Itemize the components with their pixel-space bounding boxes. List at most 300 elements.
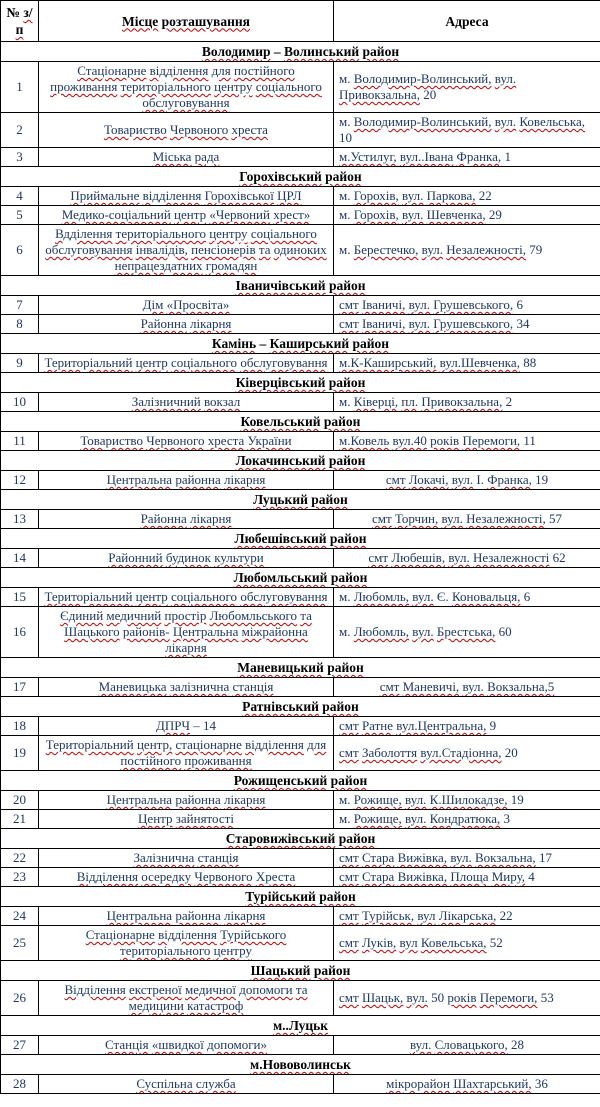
- squiggled-word: Іваничівський: [235, 278, 326, 293]
- table-row: [1, 471, 600, 490]
- section-row: [1, 276, 600, 296]
- address-cell: мікрорайон Шахтарський, 36: [334, 1075, 600, 1094]
- row-number: 17: [1, 678, 39, 697]
- squiggled-word: лікарня: [165, 640, 207, 655]
- row-number: 10: [1, 393, 39, 412]
- squiggled-word: смт: [339, 908, 359, 923]
- squiggled-word: К.Шилокадзе,: [429, 792, 508, 807]
- row-number: 27: [1, 1036, 39, 1055]
- squiggled-word: Районна: [140, 511, 187, 526]
- squiggled-word: район: [338, 831, 376, 846]
- squiggled-word: Миру,: [491, 869, 526, 884]
- table-body: [1, 42, 600, 1094]
- squiggled-word: вул.: [494, 71, 517, 86]
- squiggled-word: Товариство: [80, 433, 143, 448]
- section-title: [1, 1055, 600, 1075]
- squiggled-word: Франка,: [456, 149, 502, 164]
- place-cell: [39, 432, 334, 451]
- squiggled-word: район: [330, 773, 368, 788]
- place-cell: [39, 471, 334, 490]
- squiggled-word: лікарня: [189, 511, 232, 526]
- squiggled-word: соціального: [250, 226, 317, 241]
- section-title: [1, 568, 600, 588]
- squiggled-word: обслуговування: [240, 355, 328, 370]
- squiggled-word: з/п: [15, 5, 33, 37]
- squiggled-word: центру: [213, 943, 252, 958]
- squiggled-word: район: [328, 453, 366, 468]
- squiggled-word: Маневичі,: [402, 679, 460, 694]
- squiggled-word: соціального: [255, 79, 322, 94]
- address-cell: смт Луків, вул Ковельська, 52: [334, 926, 600, 961]
- place-cell: [39, 225, 334, 276]
- address-cell: м. Ківерці, пл. Привокзальна, 2: [334, 393, 600, 412]
- squiggled-word: Шацького: [64, 624, 120, 639]
- squiggled-word: Любомль,: [353, 624, 410, 639]
- section-row: [1, 697, 600, 717]
- squiggled-word: район: [327, 660, 364, 675]
- squiggled-word: м.Нововолинськ: [250, 1057, 351, 1072]
- squiggled-word: Турійського: [220, 927, 287, 942]
- section-title: Володимир – Волинський район: [1, 42, 600, 62]
- row-number: 21: [1, 810, 39, 829]
- place-cell: [39, 549, 334, 568]
- squiggled-word: Стара: [361, 850, 395, 865]
- table-row: [1, 736, 600, 771]
- squiggled-word: вул.: [409, 1037, 432, 1052]
- squiggled-word: постійного: [120, 753, 182, 768]
- squiggled-word: м.К-Каширський,: [339, 355, 437, 370]
- squiggled-word: Центр: [138, 811, 173, 826]
- address-cell: смт Іваничі, вул. Грушевського, 34: [334, 315, 600, 334]
- section-title: [1, 658, 600, 678]
- squiggled-word: Горохів,: [353, 207, 399, 222]
- squiggled-word: Ковельська,: [420, 935, 487, 950]
- section-row: [1, 961, 600, 981]
- squiggled-word: Стара: [361, 869, 395, 884]
- section-title: [1, 490, 600, 510]
- squiggled-word: Володимир: [201, 44, 271, 59]
- row-number: 16: [1, 607, 39, 658]
- squiggled-word: Центральна: [106, 472, 173, 487]
- squiggled-word: смт: [339, 297, 359, 312]
- squiggled-word: вул.: [402, 188, 424, 203]
- section-row: [1, 887, 600, 907]
- address-cell: м. Горохів, вул. Шевченка, 29: [334, 206, 600, 225]
- section-title: [1, 887, 600, 907]
- place-cell: [39, 510, 334, 529]
- squiggled-word: вул.: [448, 550, 470, 565]
- squiggled-word: медичної: [185, 982, 237, 997]
- section-row: [1, 529, 600, 549]
- section-row: [1, 771, 600, 791]
- row-number: 15: [1, 588, 39, 607]
- row-number: 20: [1, 791, 39, 810]
- squiggled-word: вул.: [405, 792, 427, 807]
- table-row: [1, 588, 600, 607]
- squiggled-word: відділення: [142, 188, 202, 203]
- squiggled-word: вокзал: [204, 394, 241, 409]
- squiggled-word: Словацького,: [434, 1037, 508, 1052]
- squiggled-word: хреста: [231, 122, 268, 137]
- table-row: [1, 187, 600, 206]
- squiggled-word: розташування: [161, 13, 250, 29]
- row-number: 3: [1, 148, 39, 167]
- place-cell: [39, 791, 334, 810]
- squiggled-word: район: [323, 414, 361, 429]
- place-cell: [39, 113, 334, 148]
- place-cell: [39, 926, 334, 961]
- row-number: 28: [1, 1075, 39, 1094]
- squiggled-word: Лікарська,: [438, 908, 497, 923]
- table-row: [1, 926, 600, 961]
- squiggled-word: Старовижівський: [225, 831, 336, 846]
- address-cell: смт Шацьк, вул. 50 років Перемоги, 53: [334, 981, 600, 1016]
- squiggled-word: Горохів,: [353, 188, 399, 203]
- squiggled-word: Волинський: [283, 44, 360, 59]
- table-row: [1, 549, 600, 568]
- squiggled-word: Єдиний: [60, 608, 104, 623]
- place-cell: [39, 678, 334, 697]
- squiggled-word: районна: [175, 472, 221, 487]
- squiggled-word: Суспільна: [136, 1076, 193, 1091]
- squiggled-word: район: [329, 531, 367, 546]
- squiggled-word: зайнятості: [175, 811, 234, 826]
- squiggled-word: відділення: [158, 927, 217, 942]
- squiggled-word: років: [447, 990, 477, 1005]
- table-row: [1, 981, 600, 1016]
- squiggled-word: Каширський: [269, 336, 350, 351]
- squiggled-word: Відділення: [76, 869, 139, 884]
- place-cell: [39, 736, 334, 771]
- place-cell: ДПРЧ – 14: [39, 717, 334, 736]
- squiggled-word: обслуговування: [45, 242, 133, 257]
- squiggled-word: допомоги»: [207, 1037, 267, 1052]
- squiggled-word: пенсіонерів: [191, 242, 256, 257]
- squiggled-word: Іваничі,: [361, 297, 406, 312]
- place-cell: [39, 315, 334, 334]
- squiggled-word: Іваничі,: [361, 316, 406, 331]
- squiggled-word: медичний: [106, 608, 162, 623]
- squiggled-word: Приймальне: [70, 188, 140, 203]
- squiggled-word: Горохівський: [239, 169, 322, 184]
- squiggled-word: Турійський: [245, 889, 316, 904]
- squiggled-word: Рожище,: [353, 792, 402, 807]
- squiggled-word: Рожище,: [353, 811, 402, 826]
- section-title: [1, 771, 600, 791]
- squiggled-word: Вдділення: [55, 226, 113, 241]
- squiggled-word: Франка,: [487, 472, 532, 487]
- address-cell: м.Устилуг, вул..Івана Франка, 1: [334, 148, 600, 167]
- row-number: 1: [1, 62, 39, 113]
- squiggled-word: Шацьк,: [361, 990, 404, 1005]
- squiggled-word: «швидкої: [151, 1037, 204, 1052]
- row-number: 11: [1, 432, 39, 451]
- squiggled-word: соціального: [170, 589, 238, 604]
- squiggled-word: вул.: [408, 297, 430, 312]
- squiggled-word: пл.: [401, 394, 419, 409]
- address-cell: смт Стара Вижівка, Площа Миру, 4: [334, 868, 600, 887]
- squiggled-word: Торчин,: [394, 511, 439, 526]
- squiggled-word: районів-: [122, 624, 170, 639]
- place-cell: [39, 588, 334, 607]
- table-row: [1, 113, 600, 148]
- squiggled-word: міжрайонна: [241, 624, 308, 639]
- squiggled-word: одиноких: [273, 242, 327, 257]
- table-row: [1, 206, 600, 225]
- table-row: [1, 432, 600, 451]
- row-number: 24: [1, 907, 39, 926]
- address-cell: [334, 678, 600, 697]
- table-row: [1, 849, 600, 868]
- squiggled-word: інвалідів,: [135, 242, 188, 257]
- squiggled-word: ДПРЧ: [156, 718, 190, 733]
- address-cell: м. Берестечко, вул. Незалежності, 79: [334, 225, 600, 276]
- table-row: [1, 148, 600, 167]
- squiggled-word: непрацездатних: [114, 258, 203, 273]
- squiggled-word: мікрорайон: [386, 1076, 450, 1091]
- section-title: [1, 451, 600, 471]
- row-number: 5: [1, 206, 39, 225]
- squiggled-word: смт: [339, 316, 359, 331]
- squiggled-word: катастроф: [187, 998, 244, 1013]
- squiggled-word: лікарня: [189, 316, 232, 331]
- squiggled-word: Любешів,: [391, 550, 446, 565]
- address-cell: смт Локачі, вул. І. Франка, 19: [334, 471, 600, 490]
- squiggled-word: територіального: [120, 79, 211, 94]
- squiggled-word: район: [311, 492, 348, 507]
- squiggled-word: Грушевського,: [433, 316, 514, 331]
- address-cell: смт Любешів, вул. Незалежності 62: [334, 549, 600, 568]
- row-number: 4: [1, 187, 39, 206]
- row-number: 9: [1, 354, 39, 373]
- squiggled-word: Локачі,: [408, 472, 449, 487]
- squiggled-word: Районний: [108, 550, 163, 565]
- squiggled-word: район: [322, 699, 359, 714]
- place-cell: [39, 981, 334, 1016]
- squiggled-word: Центральна: [106, 792, 173, 807]
- table-row: [1, 868, 600, 887]
- squiggled-word: районна: [175, 792, 221, 807]
- row-number: 14: [1, 549, 39, 568]
- squiggled-word: для: [307, 737, 327, 752]
- squiggled-word: смт: [339, 935, 359, 950]
- section-row: [1, 1055, 600, 1075]
- squiggled-word: Червоного: [194, 869, 253, 884]
- section-row: [1, 373, 600, 393]
- squiggled-word: Ратнівський: [242, 699, 319, 714]
- section-row: [1, 829, 600, 849]
- squiggled-word: Кондратюка,: [429, 811, 501, 826]
- squiggled-word: вул.: [462, 679, 484, 694]
- squiggled-word: простір: [164, 608, 207, 623]
- squiggled-word: Міська: [152, 149, 192, 164]
- squiggled-word: Площа: [450, 869, 489, 884]
- squiggled-word: центр: [135, 589, 168, 604]
- squiggled-word: Горохівської: [204, 188, 274, 203]
- squiggled-word: смт: [339, 990, 359, 1005]
- squiggled-word: Грушевського,: [433, 297, 514, 312]
- squiggled-word: Територіальний: [44, 589, 133, 604]
- squiggled-word: громадян: [205, 258, 258, 273]
- squiggled-word: вул.: [405, 811, 427, 826]
- squiggled-word: Центральна: [106, 908, 173, 923]
- squiggled-word: м.Ковель: [339, 433, 390, 448]
- table-row: [1, 678, 600, 697]
- address-cell: вул. Словацького, 28: [334, 1036, 600, 1055]
- squiggled-word: та: [300, 608, 312, 623]
- squiggled-word: Ковельський: [240, 414, 321, 429]
- squiggled-word: вул: [417, 908, 436, 923]
- squiggled-word: Товариство: [104, 122, 167, 137]
- section-row: [1, 412, 600, 432]
- section-row: [1, 334, 600, 354]
- squiggled-word: Вижівка,: [397, 850, 448, 865]
- squiggled-word: районна: [175, 908, 221, 923]
- squiggled-word: Дім: [142, 297, 164, 312]
- squiggled-word: вул.: [402, 207, 424, 222]
- squiggled-word: залізнична: [169, 679, 230, 694]
- section-title: [1, 1016, 600, 1036]
- squiggled-word: проживання: [184, 753, 252, 768]
- squiggled-word: та: [258, 242, 271, 257]
- squiggled-word: хрест»: [273, 207, 311, 222]
- squiggled-word: Любомль,: [353, 589, 410, 604]
- squiggled-word: Територіальний: [45, 737, 134, 752]
- place-cell: [39, 810, 334, 829]
- header-row: [1, 1, 600, 42]
- squiggled-word: культури: [214, 550, 264, 565]
- squiggled-word: Вокзальна,5: [487, 679, 555, 694]
- squiggled-word: Територіальний: [44, 355, 133, 370]
- squiggled-word: Ківерці,: [353, 394, 399, 409]
- place-cell: [39, 868, 334, 887]
- address-cell: смт Торчин, вул. Незалежності, 57: [334, 510, 600, 529]
- section-title: [1, 697, 600, 717]
- squiggled-word: Маневицька: [98, 679, 167, 694]
- section-title: [1, 373, 600, 393]
- squiggled-word: та: [295, 982, 308, 997]
- table-header: [1, 1, 600, 42]
- squiggled-word: вул: [399, 935, 418, 950]
- place-cell: [39, 187, 334, 206]
- squiggled-word: служба: [195, 1076, 236, 1091]
- squiggled-word: Незалежності,: [446, 242, 526, 257]
- squiggled-word: Ратне: [361, 718, 394, 733]
- squiggled-word: стаціонарне: [175, 737, 242, 752]
- row-number: 6: [1, 225, 39, 276]
- squiggled-word: район: [313, 963, 351, 978]
- squiggled-word: обслуговування: [240, 589, 328, 604]
- row-number: 8: [1, 315, 39, 334]
- squiggled-word: вул.Шевченка,: [439, 355, 520, 370]
- squiggled-word: вул.: [451, 472, 474, 487]
- squiggled-word: Хреста: [255, 869, 296, 884]
- squiggled-word: Вокзальна,: [474, 850, 536, 865]
- table-row: [1, 907, 600, 926]
- squiggled-word: хреста: [207, 433, 245, 448]
- squiggled-word: Перемоги,: [479, 990, 538, 1005]
- place-cell: [39, 206, 334, 225]
- squiggled-word: Шацький: [250, 963, 311, 978]
- squiggled-word: Незалежності: [472, 550, 550, 565]
- section-title: [1, 529, 600, 549]
- table-row: [1, 296, 600, 315]
- address-cell: м.Ковель вул.40 років Перемоги, 11: [334, 432, 600, 451]
- squiggled-word: вул.: [450, 850, 472, 865]
- squiggled-word: постійного: [233, 63, 295, 78]
- squiggled-word: для: [211, 63, 231, 78]
- table-row: [1, 1036, 600, 1055]
- squiggled-word: Вижівка,: [397, 869, 448, 884]
- squiggled-word: вул.: [412, 589, 434, 604]
- row-number: 19: [1, 736, 39, 771]
- address-cell: смт Заболоття вул.Стадіонна, 20: [334, 736, 600, 771]
- table-row: [1, 791, 600, 810]
- squiggled-word: район: [319, 889, 356, 904]
- section-row: [1, 451, 600, 471]
- section-row: [1, 42, 600, 62]
- squiggled-word: Медико-соціальний: [61, 207, 171, 222]
- squiggled-word: Володимир-Волинський,: [353, 71, 492, 86]
- squiggled-word: Любомльського: [209, 608, 297, 623]
- squiggled-word: Луків,: [361, 935, 397, 950]
- squiggled-word: Луцький: [253, 492, 308, 507]
- squiggled-word: лікарня: [223, 908, 266, 923]
- address-cell: смт Ратне вул.Центральна, 9: [334, 717, 600, 736]
- squiggled-word: вул.40: [392, 433, 427, 448]
- squiggled-word: вул.Центральна,: [396, 718, 487, 733]
- table-row: [1, 717, 600, 736]
- squiggled-word: Камінь: [211, 336, 257, 351]
- address-cell: м.К-Каширський, вул.Шевченка, 88: [334, 354, 600, 373]
- address-cell: смт Іваничі, вул. Грушевського, 6: [334, 296, 600, 315]
- section-row: [1, 1016, 600, 1036]
- squiggled-word: ЦРЛ: [277, 188, 302, 203]
- squiggled-word: смт: [368, 550, 389, 565]
- table-row: [1, 1075, 600, 1094]
- section-title: [1, 412, 600, 432]
- squiggled-word: осередку: [141, 869, 192, 884]
- squiggled-word: України: [247, 433, 292, 448]
- squiggled-word: Залізничний: [131, 394, 201, 409]
- squiggled-word: район: [352, 336, 390, 351]
- row-number: 7: [1, 296, 39, 315]
- squiggled-word: проживання: [50, 79, 118, 94]
- squiggled-word: центр: [135, 355, 168, 370]
- squiggled-word: район: [328, 278, 366, 293]
- squiggled-word: Привокзальна,: [339, 87, 420, 102]
- squiggled-word: Любомльський: [233, 570, 328, 585]
- address-cell: смт Стара Вижівка, вул. Вокзальна, 17: [334, 849, 600, 868]
- section-title: Камінь – Каширський район: [1, 334, 600, 354]
- squiggled-word: вул.Стадіонна,: [420, 745, 502, 760]
- table-row: [1, 62, 600, 113]
- squiggled-word: Рожищенський: [233, 773, 328, 788]
- squiggled-word: обслуговування: [142, 95, 230, 110]
- squiggled-word: м.Устилуг,: [339, 149, 397, 164]
- squiggled-word: вул.: [441, 511, 463, 526]
- squiggled-word: м..Луцьк: [272, 1018, 329, 1033]
- row-number: 12: [1, 471, 39, 490]
- squiggled-word: смт: [339, 850, 359, 865]
- squiggled-word: відділення: [149, 63, 209, 78]
- place-cell: [39, 393, 334, 412]
- place-cell: [39, 849, 334, 868]
- squiggled-word: «Червоний: [209, 207, 270, 222]
- row-number: 26: [1, 981, 39, 1016]
- squiggled-word: допомоги: [239, 982, 293, 997]
- squiggled-word: Шахтарський,: [453, 1076, 532, 1091]
